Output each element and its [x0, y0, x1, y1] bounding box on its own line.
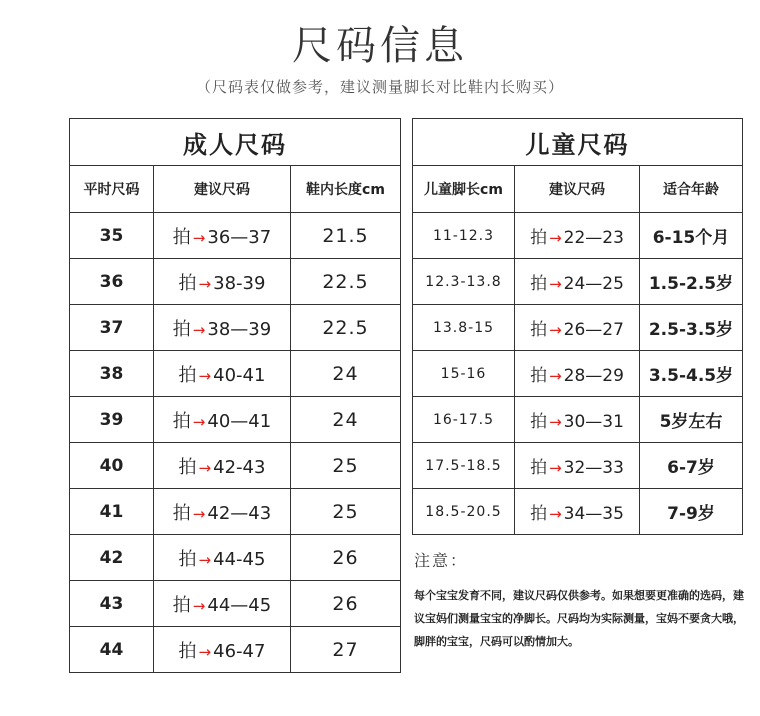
recommended-size-cell: [154, 535, 291, 581]
recommend-prefix: 拍: [530, 274, 548, 294]
recommend-range: 38—39: [207, 318, 272, 340]
usual-size-cell: 42: [70, 535, 154, 581]
age-cell: 5岁左右: [640, 397, 743, 443]
table-row: [70, 259, 401, 305]
arrow-right-icon: →: [192, 320, 206, 339]
recommend-prefix: 拍: [172, 226, 191, 248]
age-cell: 3.5-4.5岁: [640, 351, 743, 397]
inner-length-cell: 21.5: [291, 213, 401, 259]
recommend-range: 42—43: [207, 502, 272, 524]
table-row: [70, 581, 401, 627]
arrow-right-icon: →: [192, 228, 206, 247]
table-row: [413, 443, 743, 489]
recommended-size-cell: [154, 489, 291, 535]
recommend-range: 40—41: [207, 410, 272, 432]
recommend-prefix: 拍: [530, 228, 548, 248]
arrow-right-icon: →: [198, 642, 212, 661]
page-subtitle: （尺码表仅做参考，建议测量脚长对比鞋内长购买）: [195, 78, 564, 96]
table-row: [413, 213, 743, 259]
recommend-prefix: 拍: [172, 594, 191, 616]
arrow-right-icon: →: [549, 413, 562, 431]
table-row: [413, 489, 743, 535]
usual-size-cell: 41: [70, 489, 154, 535]
table-row: [70, 489, 401, 535]
recommend-prefix: 拍: [530, 320, 548, 340]
usual-size-cell: 36: [70, 259, 154, 305]
inner-length-cell: 25: [291, 443, 401, 489]
recommended-size-cell: [515, 259, 640, 305]
recommend-prefix: 拍: [172, 318, 191, 340]
inner-length-cell: 26: [291, 581, 401, 627]
table-row: [70, 397, 401, 443]
arrow-right-icon: →: [198, 366, 212, 385]
table-row: [70, 351, 401, 397]
recommend-prefix: 拍: [178, 548, 197, 570]
recommended-size-cell: [154, 351, 291, 397]
recommend-range: 36—37: [207, 226, 272, 248]
arrow-right-icon: →: [192, 412, 206, 431]
recommended-size-cell: [154, 213, 291, 259]
foot-length-cell: 18.5-20.5: [413, 489, 515, 535]
inner-length-cell: 25: [291, 489, 401, 535]
recommended-size-cell: [515, 443, 640, 489]
recommend-prefix: 拍: [172, 410, 191, 432]
recommended-size-cell: [515, 397, 640, 443]
usual-size-cell: 40: [70, 443, 154, 489]
recommend-prefix: 拍: [178, 364, 197, 386]
arrow-right-icon: →: [549, 367, 562, 385]
recommend-range: 22—23: [563, 228, 624, 248]
age-cell: 2.5-3.5岁: [640, 305, 743, 351]
recommend-range: 28—29: [563, 366, 624, 386]
adult-size-table: [69, 118, 401, 673]
adult-table-caption: 成人尺码: [70, 119, 401, 166]
recommend-range: 30—31: [563, 412, 624, 432]
foot-length-cell: 17.5-18.5: [413, 443, 515, 489]
recommend-prefix: 拍: [530, 366, 548, 386]
recommend-range: 46-47: [213, 640, 266, 662]
table-row: [70, 213, 401, 259]
recommended-size-cell: [154, 443, 291, 489]
foot-length-cell: 12.3-13.8: [413, 259, 515, 305]
child-col-foot-length: 儿童脚长cm: [413, 166, 515, 213]
adult-col-inner-length: 鞋内长度cm: [291, 166, 401, 213]
usual-size-cell: 43: [70, 581, 154, 627]
table-row: [413, 397, 743, 443]
recommend-range: 32—33: [563, 458, 624, 478]
recommended-size-cell: [154, 581, 291, 627]
table-row: [70, 443, 401, 489]
arrow-right-icon: →: [549, 229, 562, 247]
inner-length-cell: 27: [291, 627, 401, 673]
recommend-prefix: 拍: [530, 412, 548, 432]
notes-title: 注意：: [414, 551, 469, 570]
arrow-right-icon: →: [549, 459, 562, 477]
recommend-range: 44—45: [207, 594, 272, 616]
recommend-range: 34—35: [563, 504, 624, 524]
foot-length-cell: 15-16: [413, 351, 515, 397]
recommended-size-cell: [515, 351, 640, 397]
table-row: [70, 535, 401, 581]
table-row: [70, 305, 401, 351]
recommend-prefix: 拍: [178, 640, 197, 662]
recommend-range: 26—27: [563, 320, 624, 340]
arrow-right-icon: →: [198, 274, 212, 293]
recommend-prefix: 拍: [530, 458, 548, 478]
recommend-range: 42-43: [213, 456, 266, 478]
recommended-size-cell: [515, 489, 640, 535]
arrow-right-icon: →: [198, 458, 212, 477]
usual-size-cell: 38: [70, 351, 154, 397]
age-cell: 6-15个月: [640, 213, 743, 259]
recommended-size-cell: [515, 213, 640, 259]
age-cell: 1.5-2.5岁: [640, 259, 743, 305]
arrow-right-icon: →: [549, 321, 562, 339]
foot-length-cell: 11-12.3: [413, 213, 515, 259]
age-cell: 7-9岁: [640, 489, 743, 535]
table-row: [413, 351, 743, 397]
recommend-prefix: 拍: [172, 502, 191, 524]
recommended-size-cell: [154, 397, 291, 443]
adult-col-usual-size: 平时尺码: [70, 166, 154, 213]
table-row: [70, 627, 401, 673]
recommended-size-cell: [154, 259, 291, 305]
recommend-prefix: 拍: [530, 504, 548, 524]
foot-length-cell: 13.8-15: [413, 305, 515, 351]
table-row: [413, 305, 743, 351]
inner-length-cell: 22.5: [291, 305, 401, 351]
recommended-size-cell: [154, 627, 291, 673]
child-table-caption: 儿童尺码: [413, 119, 743, 166]
notes-body: 每个宝宝发育不同，建议尺码仅供参考。如果想要更准确的选码，建议宝妈们测量宝宝的净脚长。尺码均为实际测量，宝妈不要贪大哦，脚胖的宝宝，尺码可以酌情加大。: [414, 589, 744, 648]
page-title: 尺码信息: [292, 23, 468, 69]
arrow-right-icon: →: [192, 596, 206, 615]
recommend-range: 44-45: [213, 548, 266, 570]
arrow-right-icon: →: [549, 505, 562, 523]
arrow-right-icon: →: [192, 504, 206, 523]
recommend-prefix: 拍: [178, 456, 197, 478]
recommend-range: 38-39: [213, 272, 266, 294]
inner-length-cell: 24: [291, 397, 401, 443]
adult-col-recommended-size: 建议尺码: [154, 166, 291, 213]
inner-length-cell: 22.5: [291, 259, 401, 305]
arrow-right-icon: →: [198, 550, 212, 569]
child-size-table: [412, 118, 743, 535]
usual-size-cell: 44: [70, 627, 154, 673]
usual-size-cell: 37: [70, 305, 154, 351]
age-cell: 6-7岁: [640, 443, 743, 489]
recommend-prefix: 拍: [178, 272, 197, 294]
inner-length-cell: 26: [291, 535, 401, 581]
recommend-range: 24—25: [563, 274, 624, 294]
arrow-right-icon: →: [549, 275, 562, 293]
table-row: [413, 259, 743, 305]
recommend-range: 40-41: [213, 364, 266, 386]
inner-length-cell: 24: [291, 351, 401, 397]
child-col-recommended-size: 建议尺码: [515, 166, 640, 213]
recommended-size-cell: [515, 305, 640, 351]
usual-size-cell: 35: [70, 213, 154, 259]
usual-size-cell: 39: [70, 397, 154, 443]
foot-length-cell: 16-17.5: [413, 397, 515, 443]
recommended-size-cell: [154, 305, 291, 351]
child-col-age: 适合年龄: [640, 166, 743, 213]
